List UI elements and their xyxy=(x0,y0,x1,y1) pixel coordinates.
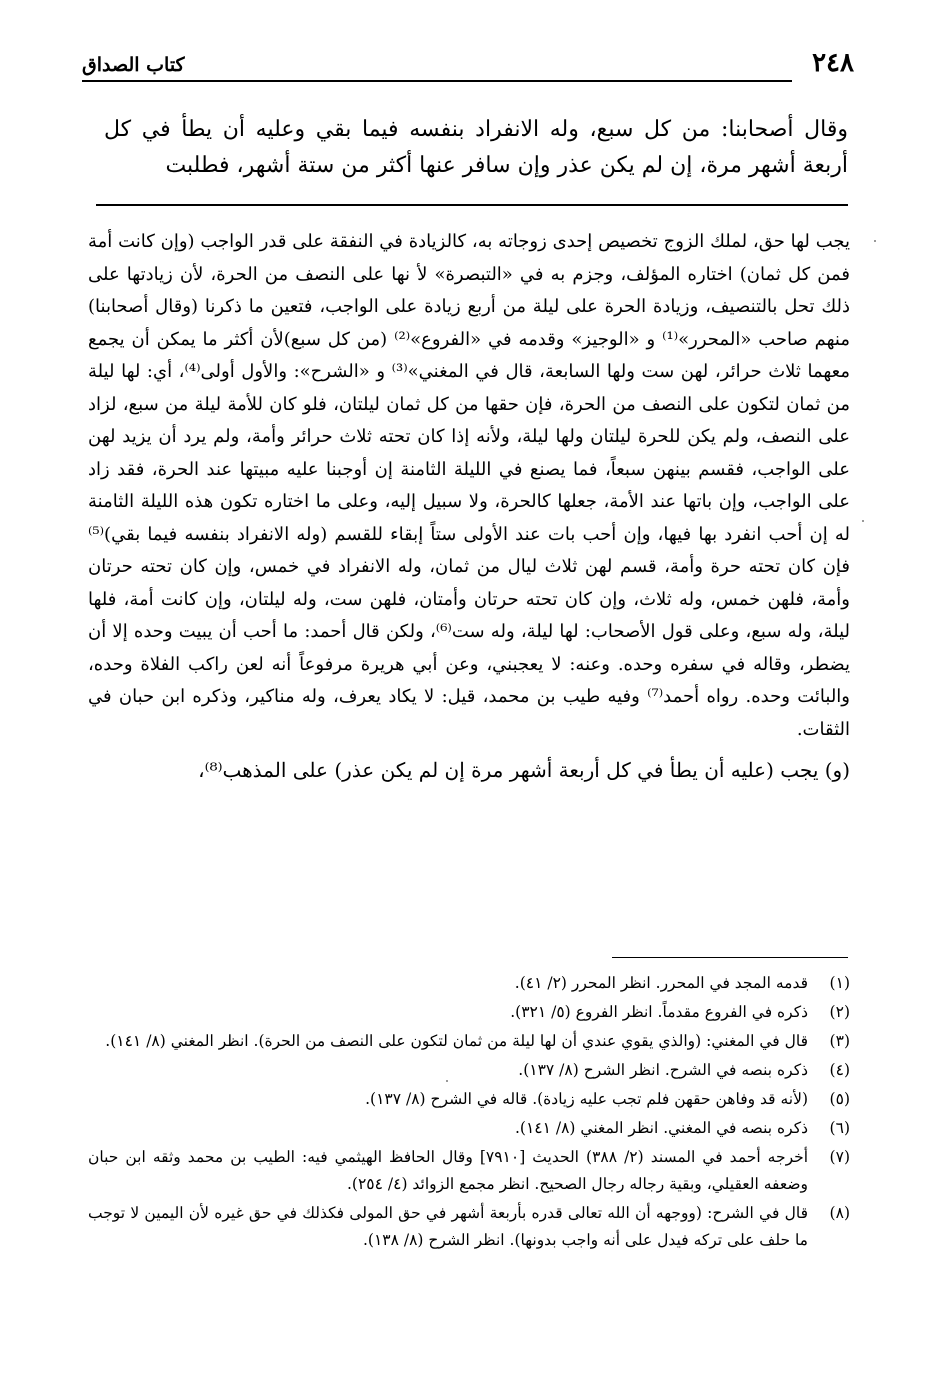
footnote-text: ذكره بنصه في الشرح. انظر الشرح (٨/ ١٣٧). xyxy=(518,1061,808,1079)
scan-speck xyxy=(874,240,876,242)
page-header xyxy=(82,46,854,86)
footnote-text: قدمه المجد في المحرر. انظر المحرر (٢/ ٤١). xyxy=(514,974,808,992)
header-rule xyxy=(82,80,792,82)
book-title: كتاب الصداق xyxy=(82,54,185,76)
main-text-divider xyxy=(96,204,848,206)
scan-speck xyxy=(446,1080,448,1082)
commentary-block xyxy=(88,226,850,788)
footnote-item xyxy=(88,1086,850,1113)
footnote-text: ذكره بنصه في المغني. انظر المغني (٨/ ١٤١). xyxy=(514,1119,808,1137)
footnote-item xyxy=(88,1028,850,1055)
footnote-item xyxy=(88,999,850,1026)
footnote-text: (لأنه قد وفاهن حقهن فلم تجب عليه زيادة). قاله في الشرح (٨/ ١٣٧). xyxy=(365,1090,808,1108)
scan-speck xyxy=(862,520,864,522)
footnote-text: ذكره في الفروع مقدماً. انظر الفروع (٥/ ٣٢١). xyxy=(510,1003,808,1021)
footnote-number: (٤) xyxy=(829,1061,850,1079)
footnote-item xyxy=(88,1200,850,1254)
footnotes-list xyxy=(88,970,850,1256)
footnote-item xyxy=(88,1057,850,1084)
footnote-text: قال في المغني: (والذي يقوي عندي أن لها ليلة من ثمان لتكون على النصف من الحرة). انظر المغني (٨/ ١٤١). xyxy=(105,1032,808,1050)
main-text: وقال أصحابنا: من كل سبع، وله الانفراد بنفسه فيما بقي وعليه أن يطأ في كل أربعة أشهر مرة، إن لم يكن عذر وإن سافر عنها أكثر من ستة أشهر، فطلبت xyxy=(104,117,848,178)
footnote-number: (٥) xyxy=(829,1090,850,1108)
footnote-item xyxy=(88,1115,850,1142)
footnote-number: (١) xyxy=(829,974,850,992)
footnote-number: (٦) xyxy=(829,1119,850,1137)
footnote-text: قال في الشرح: (ووجهه أن الله تعالى قدره بأربعة أشهر في حق المولى فكذلك في حق غيره لأن اليمين لا توجب ما حلف على تركه فيدل على أنه واجب بدونها). انظر الشرح (٨/ ١٣٨). xyxy=(88,1204,808,1249)
footnote-number: (٨) xyxy=(829,1204,850,1222)
footnote-number: (٧) xyxy=(829,1148,850,1166)
footnote-text: أخرجه أحمد في المسند (٢/ ٣٨٨) الحديث [٧٩١٠] وقال الحافظ الهيثمي فيه: الطيب بن محمد وثقه ابن حبان وضعفه العقيلي، وبقية رجاله رجال الصحيح. انظر مجمع الزوائد (٤/ ٢٥٤). xyxy=(88,1148,809,1193)
footnote-number: (٣) xyxy=(829,1032,850,1050)
commentary-last-line: (و) يجب (عليه أن يطأ في كل أربعة أشهر مرة إن لم يكن عذر) على المذهب⁽⁸⁾، xyxy=(198,758,850,782)
main-text-block xyxy=(104,112,848,184)
footnote-item xyxy=(88,1144,850,1198)
page-number: ٢٤٨ xyxy=(812,48,854,78)
footnote-item xyxy=(88,970,850,997)
footnote-number: (٢) xyxy=(829,1003,850,1021)
commentary-paragraph: يجب لها حق، لملك الزوج تخصيص إحدى زوجاته به، كالزيادة في النفقة على قدر الواجب (وإن كانت أمة فمن كل ثمان) اختاره المؤلف، وجزم به في «التبصرة» لأ نها على النصف من الحرة، لأن زيادتها على ذلك تحل بالتنصيف، وزيادة الحرة على ليلة من أربع زيادة على الواجب، فتعين ما ذكرنا (وقال أصحابنا) منهم صاحب «المحرر»⁽¹⁾ و «الوجيز» وقدمه في «الفروع»⁽²⁾ (من كل سبع)لأن أكثر ما يمكن أن يجمع معهما ثلاث حرائر، لهن ست ولها السابعة، قال في المغني»⁽³⁾ و «الشرح»: والأول أولى⁽⁴⁾، أي: لها ليلة من ثمان لتكون على النصف من الحرة، فإن حقها من كل ثمان ليلتان، فلو كان للأمة ليلة من سبع، لزاد على النصف، ولم يكن للحرة ليلتان ولها ليلة، ولأنه إذا كان تحته ثلاث حرائر وأمة، ولم يرد أن يزيد لهن على الواجب، فقسم بينهن سبعاً، فما يصنع في الليلة الثامنة إن أوجبنا عليه مبيتها عند الحرة، فقد زاد على الواجب، وإن باتها عند الأمة، جعلها كالحرة، ولا سبيل إليه، وعلى ما اختاره تكون هذه الليلة الثامنة له إن أحب انفرد بها فيها، وإن أحب بات عند الأولى ستاً إبقاء للقسم (وله الانفراد بنفسه فيما بقي)⁽⁵⁾ فإن كان تحته حرة وأمة، قسم لهن ثلاث ليال من ثمان، وله الانفراد في خمس، وإن كان تحته حرتان وأمة، فلهن خمس، وله ثلاث، وإن كان تحته حرتان وأمتان، فلهن ست، وله ليلتان، وإن كانت أمة، فلها ليلة، وله سبع، وعلى قول الأصحاب: لها ليلة، وله ست⁽⁶⁾، ولكن قال أحمد: ما أحب أن يبيت وحده إلا أن يضطر، وقاله في سفره وحده. وعنه: لا يعجبني، وعن أبي هريرة مرفوعاً أنه لعن راكب الفلاة وحده، والبائت وحده. رواه أحمد⁽⁷⁾ وفيه طيب بن محمد، قيل: لا يكاد يعرف، وله مناكير، وذكره ابن حبان في الثقات. xyxy=(88,231,850,740)
footnotes-divider xyxy=(612,957,848,958)
